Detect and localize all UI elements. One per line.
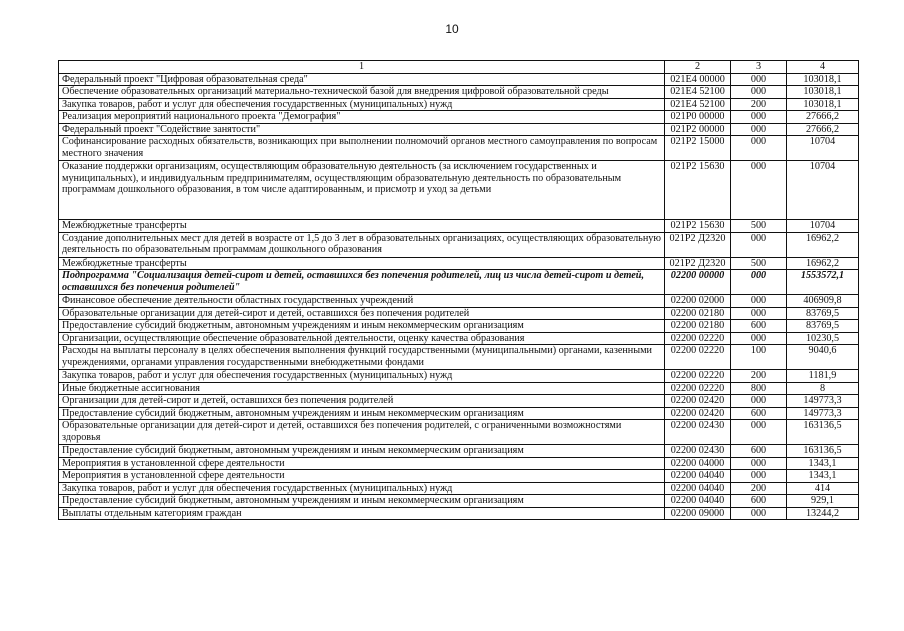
row-code-cell: 02200 04040 [665, 470, 731, 483]
row-code-cell: 02200 04040 [665, 495, 731, 508]
row-code-cell: 02200 02180 [665, 307, 731, 320]
row-code-cell: 02200 02180 [665, 320, 731, 333]
row-code-cell: 021Р2 00000 [665, 123, 731, 136]
row-amount-cell: 16962,2 [787, 257, 859, 270]
row-code-cell: 021Р2 Д2320 [665, 232, 731, 257]
row-type-cell: 600 [731, 407, 787, 420]
table-row [59, 482, 859, 495]
table-row [59, 98, 859, 111]
row-code-cell: 02200 02000 [665, 295, 731, 308]
row-name-cell: Закупка товаров, работ и услуг для обеспечения государственных (муниципальных) нужд [59, 482, 665, 495]
row-type-cell: 000 [731, 457, 787, 470]
row-name-cell: Закупка товаров, работ и услуг для обеспечения государственных (муниципальных) нужд [59, 370, 665, 383]
row-type-cell: 100 [731, 345, 787, 370]
row-name-cell: Иные бюджетные ассигнования [59, 382, 665, 395]
table-row [59, 445, 859, 458]
table-row [59, 420, 859, 445]
row-amount-cell: 163136,5 [787, 445, 859, 458]
column-header-code: 2 [665, 61, 731, 74]
row-name-cell: Подпрограмма "Социализация детей-сирот и детей, оставшихся без попечения родителей, лиц из числа детей-сирот и детей, оставшихся без попечения родителей" [59, 270, 665, 295]
row-type-cell: 600 [731, 495, 787, 508]
row-name-cell: Мероприятия в установленной сфере деятельности [59, 470, 665, 483]
row-amount-cell: 149773,3 [787, 395, 859, 408]
table-row [59, 232, 859, 257]
row-amount-cell: 27666,2 [787, 123, 859, 136]
row-amount-cell: 13244,2 [787, 507, 859, 520]
row-code-cell: 021Е4 00000 [665, 73, 731, 86]
row-code-cell: 02200 09000 [665, 507, 731, 520]
row-name-cell: Предоставление субсидий бюджетным, автономным учреждениям и иным некоммерческим организациям [59, 495, 665, 508]
row-name-cell: Организации, осуществляющие обеспечение образовательной деятельности, оценку качества образования [59, 332, 665, 345]
row-name-cell: Образовательные организации для детей-сирот и детей, оставшихся без попечения родителей, с ограниченными возможностями здоровья [59, 420, 665, 445]
row-amount-cell: 10704 [787, 161, 859, 220]
row-amount-cell: 83769,5 [787, 307, 859, 320]
row-type-cell: 200 [731, 98, 787, 111]
row-name-cell: Финансовое обеспечение деятельности областных государственных учреждений [59, 295, 665, 308]
table-row [59, 73, 859, 86]
row-amount-cell: 8 [787, 382, 859, 395]
table-row [59, 457, 859, 470]
row-type-cell: 000 [731, 307, 787, 320]
row-code-cell: 021Е4 52100 [665, 86, 731, 99]
table-row [59, 123, 859, 136]
row-name-cell: Закупка товаров, работ и услуг для обеспечения государственных (муниципальных) нужд [59, 98, 665, 111]
row-code-cell: 021Е4 52100 [665, 98, 731, 111]
table-row [59, 382, 859, 395]
row-type-cell: 600 [731, 320, 787, 333]
row-name-cell: Межбюджетные трансферты [59, 257, 665, 270]
table-row [59, 370, 859, 383]
row-code-cell: 02200 04040 [665, 482, 731, 495]
row-name-cell: Оказание поддержки организациям, осуществляющим образовательную деятельность (за исключением государственных и муниципальных), и индивидуальным предпринимателям, осуществляющим образовательную деятельность по образовательным программам дошкольного образования, в том числе адаптированным, и присмотр и уход за детьми [59, 161, 665, 220]
table-row [59, 161, 859, 220]
row-code-cell: 02200 02220 [665, 382, 731, 395]
row-type-cell: 000 [731, 332, 787, 345]
row-amount-cell: 16962,2 [787, 232, 859, 257]
row-amount-cell: 9040,6 [787, 345, 859, 370]
column-header-name: 1 [59, 61, 665, 74]
column-header-type: 3 [731, 61, 787, 74]
row-type-cell: 800 [731, 382, 787, 395]
row-amount-cell: 414 [787, 482, 859, 495]
table-row [59, 220, 859, 233]
row-code-cell: 02200 02420 [665, 395, 731, 408]
row-type-cell: 000 [731, 270, 787, 295]
row-name-cell: Обеспечение образовательных организаций материально-технической базой для внедрения цифровой образовательной среды [59, 86, 665, 99]
row-type-cell: 000 [731, 470, 787, 483]
table-header-row [59, 61, 859, 74]
row-code-cell: 021Р2 Д2320 [665, 257, 731, 270]
row-amount-cell: 103018,1 [787, 98, 859, 111]
row-type-cell: 000 [731, 295, 787, 308]
row-code-cell: 02200 02430 [665, 420, 731, 445]
row-code-cell: 02200 02220 [665, 345, 731, 370]
table-row [59, 257, 859, 270]
row-name-cell: Образовательные организации для детей-сирот и детей, оставшихся без попечения родителей [59, 307, 665, 320]
table-body [59, 73, 859, 520]
table-row [59, 495, 859, 508]
row-amount-cell: 103018,1 [787, 86, 859, 99]
row-name-cell: Расходы на выплаты персоналу в целях обеспечения выполнения функций государственными (муниципальными) органами, казенными учреждениями, органами управления государственными внебюджетными фондами [59, 345, 665, 370]
row-type-cell: 200 [731, 482, 787, 495]
table-row [59, 345, 859, 370]
row-code-cell: 02200 02220 [665, 370, 731, 383]
row-amount-cell: 10704 [787, 220, 859, 233]
row-type-cell: 600 [731, 445, 787, 458]
table-row [59, 507, 859, 520]
column-header-amount: 4 [787, 61, 859, 74]
row-type-cell: 000 [731, 123, 787, 136]
row-name-cell: Федеральный проект "Содействие занятости" [59, 123, 665, 136]
row-type-cell: 000 [731, 136, 787, 161]
row-type-cell: 000 [731, 232, 787, 257]
row-code-cell: 02200 02420 [665, 407, 731, 420]
row-name-cell: Выплаты отдельным категориям граждан [59, 507, 665, 520]
table-row [59, 395, 859, 408]
row-code-cell: 021Р2 15630 [665, 161, 731, 220]
row-name-cell: Федеральный проект "Цифровая образовательная среда" [59, 73, 665, 86]
row-amount-cell: 10230,5 [787, 332, 859, 345]
row-code-cell: 021Р2 15000 [665, 136, 731, 161]
table-row [59, 136, 859, 161]
row-amount-cell: 103018,1 [787, 73, 859, 86]
row-amount-cell: 1181,9 [787, 370, 859, 383]
row-code-cell: 021Р2 15630 [665, 220, 731, 233]
table-row [59, 270, 859, 295]
row-type-cell: 200 [731, 370, 787, 383]
row-type-cell: 000 [731, 86, 787, 99]
row-name-cell: Предоставление субсидий бюджетным, автономным учреждениям и иным некоммерческим организациям [59, 407, 665, 420]
row-type-cell: 000 [731, 73, 787, 86]
row-amount-cell: 83769,5 [787, 320, 859, 333]
row-name-cell: Предоставление субсидий бюджетным, автономным учреждениям и иным некоммерческим организациям [59, 320, 665, 333]
row-code-cell: 02200 02220 [665, 332, 731, 345]
row-code-cell: 02200 00000 [665, 270, 731, 295]
table-row [59, 111, 859, 124]
row-amount-cell: 406909,8 [787, 295, 859, 308]
row-amount-cell: 149773,3 [787, 407, 859, 420]
row-amount-cell: 1343,1 [787, 470, 859, 483]
row-type-cell: 000 [731, 395, 787, 408]
row-amount-cell: 163136,5 [787, 420, 859, 445]
table-row [59, 470, 859, 483]
row-name-cell: Организации для детей-сирот и детей, оставшихся без попечения родителей [59, 395, 665, 408]
row-name-cell: Мероприятия в установленной сфере деятельности [59, 457, 665, 470]
row-type-cell: 500 [731, 220, 787, 233]
row-amount-cell: 929,1 [787, 495, 859, 508]
row-type-cell: 500 [731, 257, 787, 270]
page-number: 10 [445, 22, 459, 36]
row-code-cell: 02200 02430 [665, 445, 731, 458]
row-amount-cell: 1553572,1 [787, 270, 859, 295]
row-type-cell: 000 [731, 161, 787, 220]
row-type-cell: 000 [731, 111, 787, 124]
row-type-cell: 000 [731, 507, 787, 520]
table-row [59, 86, 859, 99]
row-name-cell: Софинансирование расходных обязательств, возникающих при выполнении полномочий органов местного самоуправления по вопросам местного значения [59, 136, 665, 161]
row-code-cell: 021Р0 00000 [665, 111, 731, 124]
table-row [59, 320, 859, 333]
row-amount-cell: 1343,1 [787, 457, 859, 470]
table-row [59, 307, 859, 320]
row-name-cell: Межбюджетные трансферты [59, 220, 665, 233]
row-amount-cell: 27666,2 [787, 111, 859, 124]
table-row [59, 295, 859, 308]
table-row [59, 407, 859, 420]
row-name-cell: Реализация мероприятий национального проекта "Демография" [59, 111, 665, 124]
row-amount-cell: 10704 [787, 136, 859, 161]
row-name-cell: Создание дополнительных мест для детей в возрасте от 1,5 до 3 лет в образовательных организациях, осуществляющих образовательную деятельность по образовательным программам дошкольного образования [59, 232, 665, 257]
row-name-cell: Предоставление субсидий бюджетным, автономным учреждениям и иным некоммерческим организациям [59, 445, 665, 458]
table-row [59, 332, 859, 345]
row-code-cell: 02200 04000 [665, 457, 731, 470]
budget-table [58, 60, 859, 520]
row-type-cell: 000 [731, 420, 787, 445]
